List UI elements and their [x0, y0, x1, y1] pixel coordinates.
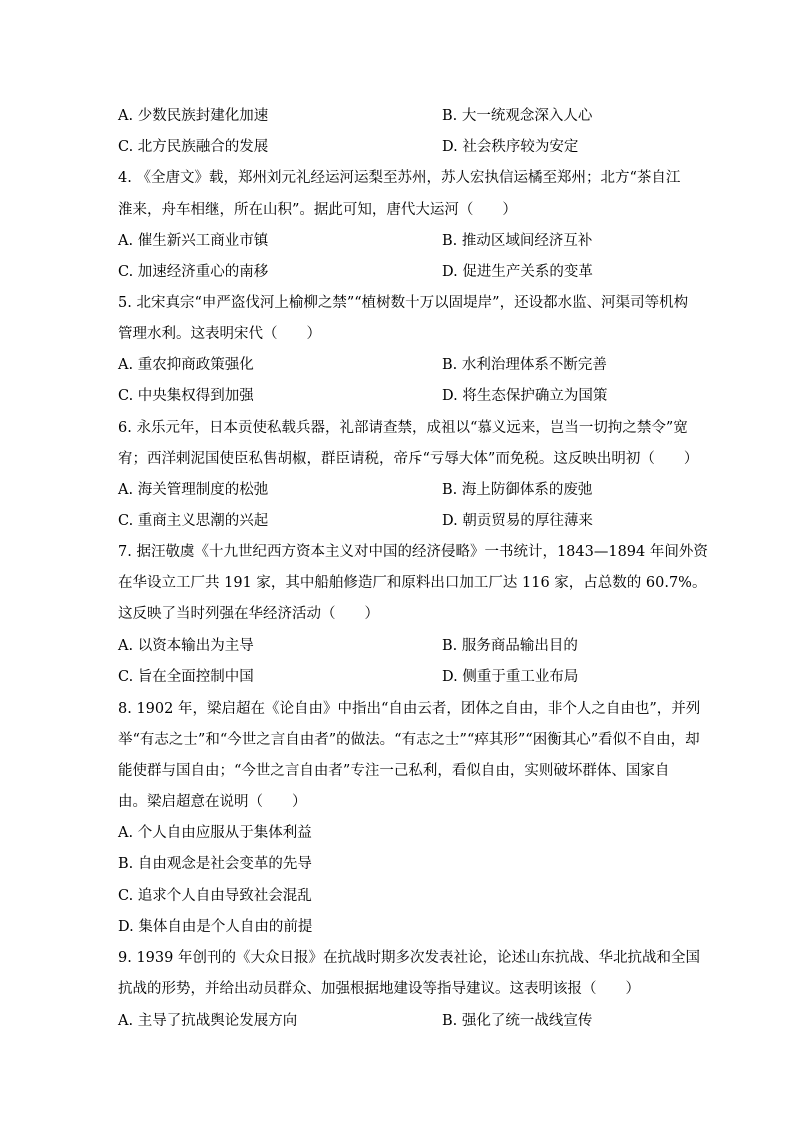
- q5-option-b: B. 水利治理体系不断完善: [442, 357, 607, 373]
- q8-stem-line-4: 由。梁启超意在说明（ ）: [118, 794, 307, 810]
- q5-option-d: D. 将生态保护确立为国策: [442, 388, 608, 404]
- q5-option-a: A. 重农抑商政策强化: [118, 357, 254, 373]
- q4-option-d: D. 促进生产关系的变革: [442, 264, 593, 280]
- q9-option-b: B. 强化了统一战线宣传: [442, 1013, 593, 1029]
- q6-option-d: D. 朝贡贸易的厚往薄来: [442, 513, 593, 529]
- q3-option-d: D. 社会秩序较为安定: [442, 139, 579, 155]
- q4-option-c: C. 加速经济重心的南移: [118, 264, 269, 280]
- q3-option-c: C. 北方民族融合的发展: [118, 139, 269, 155]
- q3-option-a: A. 少数民族封建化加速: [118, 108, 269, 124]
- q8-option-d: D. 集体自由是个人自由的前提: [118, 919, 313, 935]
- q8-option-c: C. 追求个人自由导致社会混乱: [118, 888, 312, 904]
- q5-stem-line-1: 5. 北宋真宗“申严盗伐河上榆柳之禁”“植树数十万以固堤岸”，还设都水监、河渠司等机构: [118, 295, 689, 311]
- q7-stem-line-3: 这反映了当时列强在华经济活动（ ）: [118, 606, 379, 622]
- q7-option-a: A. 以资本输出为主导: [118, 638, 254, 654]
- q8-stem-line-3: 能使群与国自由；“今世之言自由者”专注一己私利，看似自由，实则破坏群体、国家自: [118, 763, 670, 779]
- q4-option-b: B. 推动区域间经济互补: [442, 233, 593, 249]
- q6-stem-line-2: 宥；西洋剌泥国使臣私售胡椒，群臣请税，帝斥“亏辱大体”而免税。这反映出明初（ ）: [118, 451, 699, 467]
- q4-option-a: A. 催生新兴工商业市镇: [118, 233, 269, 249]
- q9-stem-line-2: 抗战的形势，并给出动员群众、加强根据地建设等指导建议。这表明该报（ ）: [118, 981, 640, 997]
- q7-option-b: B. 服务商品输出目的: [442, 638, 578, 654]
- q8-stem-line-1: 8. 1902 年，梁启超在《论自由》中指出“自由云者，团体之自由，非个人之自由也”，并列: [118, 701, 701, 717]
- q8-option-a: A. 个人自由应服从于集体利益: [118, 825, 312, 841]
- q5-stem-line-2: 管理水利。这表明宋代（ ）: [118, 326, 321, 342]
- q7-option-d: D. 侧重于重工业布局: [442, 669, 579, 685]
- q6-option-c: C. 重商主义思潮的兴起: [118, 513, 269, 529]
- q9-option-a: A. 主导了抗战舆论发展方向: [118, 1013, 298, 1029]
- q8-option-b: B. 自由观念是社会变革的先导: [118, 856, 312, 872]
- q7-stem-line-2: 在华设立工厂共 191 家，其中船舶修造厂和原料出口加工厂达 116 家，占总数的 60.7%。: [118, 575, 707, 591]
- q4-stem-line-1: 4. 《全唐文》载，郑州刘元礼经运河运梨至苏州，苏人宏执信运橘至郑州；北方“茶自江: [118, 170, 681, 186]
- q6-option-a: A. 海关管理制度的松弛: [118, 482, 269, 498]
- q4-stem-line-2: 淮来，舟车相继，所在山积”。据此可知，唐代大运河（ ）: [118, 202, 517, 218]
- q3-option-b: B. 大一统观念深入人心: [442, 108, 593, 124]
- q9-stem-line-1: 9. 1939 年创刊的《大众日报》在抗战时期多次发表社论，论述山东抗战、华北抗战和全国: [118, 950, 700, 966]
- q6-option-b: B. 海上防御体系的废弛: [442, 482, 593, 498]
- q7-stem-line-1: 7. 据汪敬虞《十九世纪西方资本主义对中国的经济侵略》一书统计，1843—1894 年间外资: [118, 544, 708, 560]
- q7-option-c: C. 旨在全面控制中国: [118, 669, 254, 685]
- q8-stem-line-2: 举“有志之士”和“今世之言自由者”的做法。“有志之士”“瘁其形”“困衡其心”看似不自由，却: [118, 732, 700, 748]
- q5-option-c: C. 中央集权得到加强: [118, 388, 254, 404]
- q6-stem-line-1: 6. 永乐元年，日本贡使私载兵器，礼部请查禁，成祖以“慕义远来，岂当一切拘之禁令”宽: [118, 420, 688, 436]
